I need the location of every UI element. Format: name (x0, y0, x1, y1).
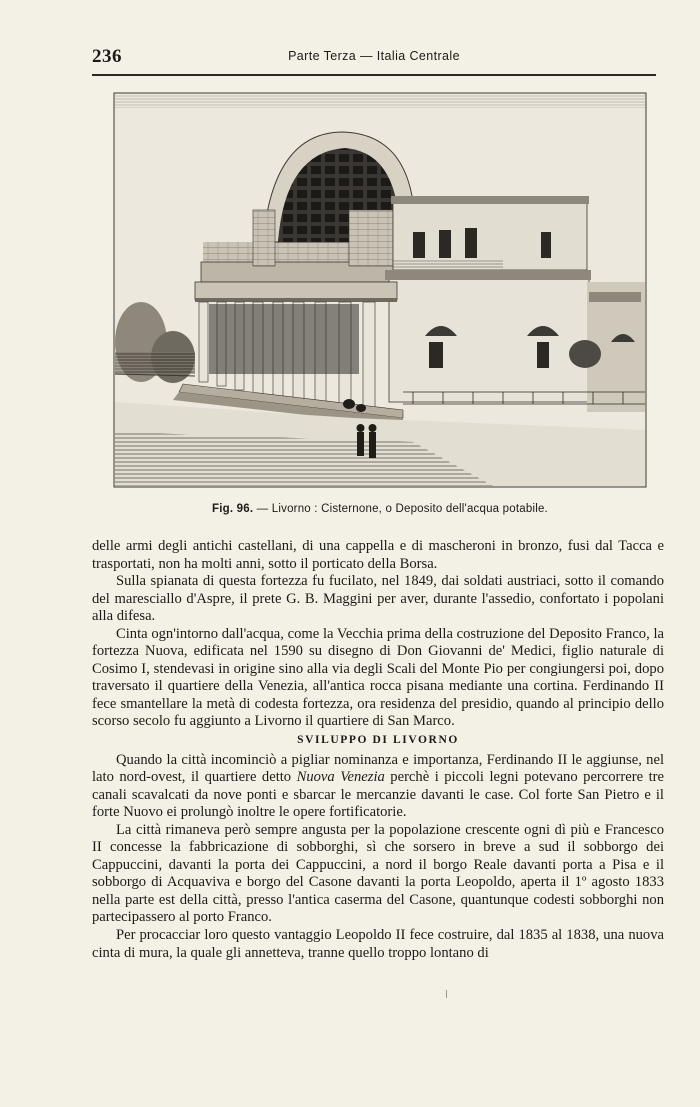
paragraph-4-italic: Nuova Venezia (296, 769, 385, 786)
paragraph-6: Per procacciar loro questo vantaggio Leopoldo II fece costruire, dal 1835 al 1838, una nuova cinta di mura, la quale gli annetteva, tranne quello troppo lontano di (92, 927, 664, 961)
paragraph-5: La città rimaneva però sempre angusta per la popolazione crescente ogni dì più e Francesco II concesse la fabbricazione di sobborghi, sì che sorsero in breve a sud il sobborgo dei Cappuccini, davanti la porta dei Cappuccini, a nord il borgo Reale davanti porta a Pisa e il sobborgo di Acquaviva e borgo del Casone davanti la porta Leopoldo, aperta il 1º agosto 1833 nella parte est della città, presso l'antica caserma del Casone, quantunque codesti sobborghi non partecipassero al porto Franco. (92, 821, 664, 926)
paragraph-4 (92, 752, 664, 822)
header-rule (92, 74, 656, 76)
figure-illustration (113, 92, 647, 488)
body-text (92, 538, 664, 962)
figure-caption (110, 503, 650, 515)
paragraph-2: Sulla spianata di questa fortezza fu fucilato, nel 1849, dai soldati austriaci, sotto il comando del maresciallo d'Aspre, il prete G. B. Maggini per aver, durante l'assedio, confortato i popolani alla difesa. (92, 573, 664, 625)
caption-text: — Livorno : Cisternone, o Deposito dell'acqua potabile. (256, 503, 548, 515)
running-head (92, 46, 656, 68)
paragraph-4-start: Quando la città incominciò a pigliar nominanza e importanza, Ferdinando II le aggiunse, nel lato nord-ovest, il quartiere detto (92, 751, 664, 786)
bottom-mark (446, 990, 447, 998)
running-title: Parte Terza — Italia Centrale (288, 49, 460, 63)
paragraph-3: Cinta ogn'intorno dall'acqua, come la Vecchia prima della costruzione del Deposito Franco, la fortezza Nuova, edificata nel 1590 su disegno di Don Giovanni de' Medici, figlio naturale di Cosimo I, stendevasi in origine sino alla via degli Scali del Monte Pio per congiungersi poi, dopo traversato il quartiere della Venezia, all'antica rocca pisana mediante una cortina. Ferdinando II fece smantellare la metà di codesta fortezza, ora residenza del presidio, quando al principio dello scorso secolo fu aggiunto a Livorno il quartiere di San Marco. (92, 625, 664, 730)
section-heading: SVILUPPO DI LIVORNO (297, 734, 459, 747)
caption-label: Fig. 96. (212, 503, 254, 515)
paragraph-1: delle armi degli antichi castellani, di una cappella e di mascheroni in bronzo, fusi dal Tacca e trasportati, non ha molti anni, sotto il porticato della Borsa. (92, 538, 664, 572)
page-number: 236 (92, 46, 122, 67)
paragraph-4-end: perchè i piccoli legni potevano percorrere tre canali scavalcati da nove ponti e sbarcar le mercanzie davanti le case. Col forte San Pietro e il forte Nuovo ei prolungò inoltre le opere fortificatorie. (92, 769, 664, 821)
engraving-cisternone (113, 92, 647, 488)
